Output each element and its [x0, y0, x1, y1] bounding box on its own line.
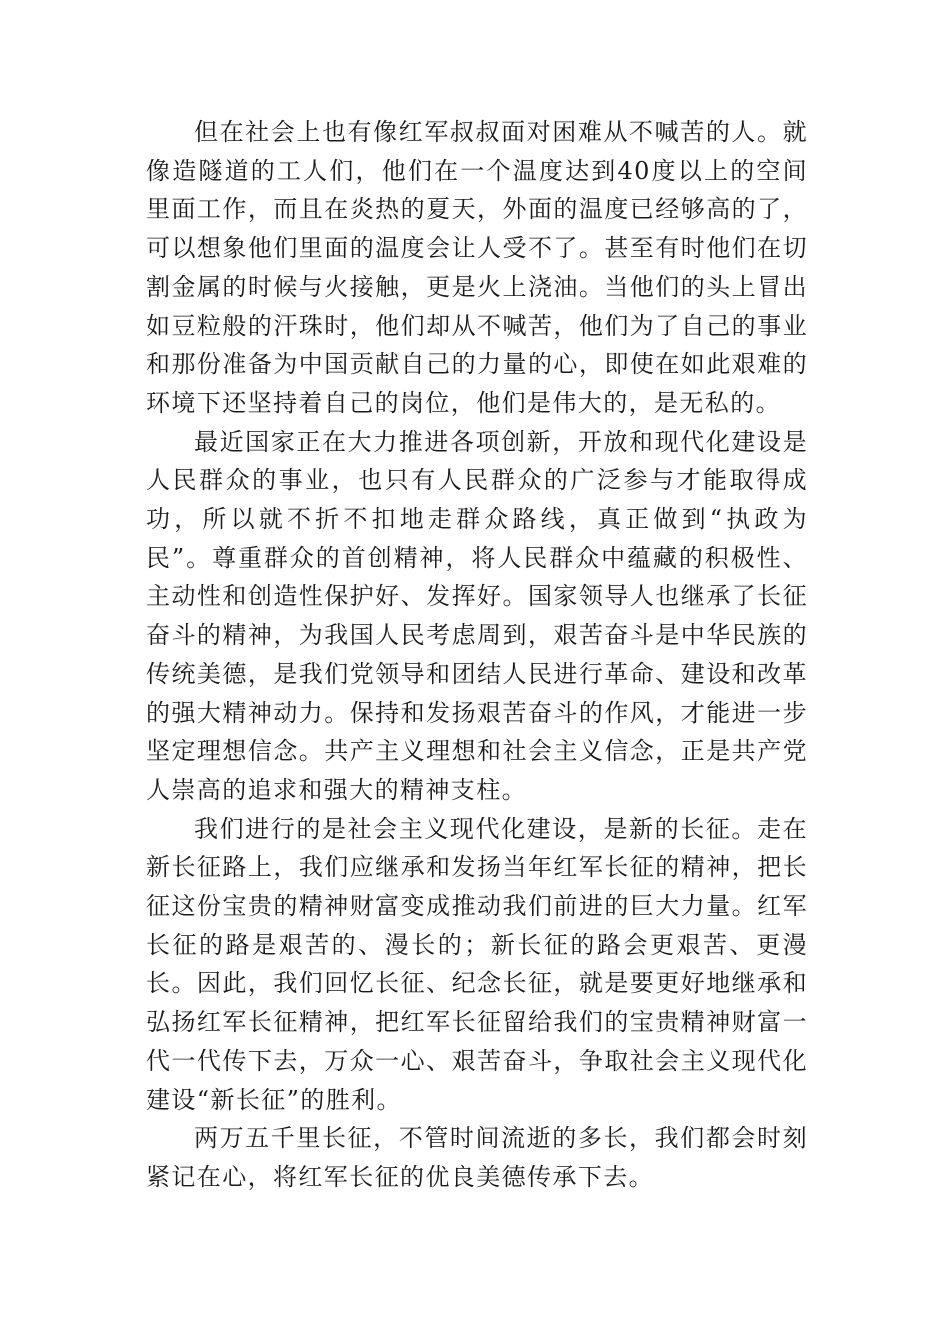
paragraph-4: 两万五千里长征，不管时间流逝的多长，我们都会时刻紧记在心，将红军长征的优良美德传承下去。 [146, 1124, 808, 1191]
document-body [146, 113, 808, 1197]
paragraph-3: 我们进行的是社会主义现代化建设，是新的长征。走在新长征路上，我们应继承和发扬当年红军长征的精神，把长征这份宝贵的精神财富变成推动我们前进的巨大力量。红军长征的路是艰苦的、漫长的；新长征的路会更艰苦、更漫长。因此，我们回忆长征、纪念长征，就是要更好地继承和弘扬红军长征精神，把红军长征留给我们的宝贵精神财富一代一代传下去，万众一心、艰苦奋斗，争取社会主义现代化建设“新长征”的胜利。 [146, 814, 808, 1114]
paragraph-2: 最近国家正在大力推进各项创新，开放和现代化建设是人民群众的事业，也只有人民群众的广泛参与才能取得成功，所以就不折不扣地走群众路线，真正做到“执政为民”。尊重群众的首创精神，将人民群众中蕴藏的积极性、主动性和创造性保护好、发挥好。国家领导人也继承了长征奋斗的精神，为我国人民考虑周到，艰苦奋斗是中华民族的传统美德，是我们党领导和团结人民进行革命、建设和改革的强大精神动力。保持和发扬艰苦奋斗的作风，才能进一步坚定理想信念。共产主义理想和社会主义信念，正是共产党人崇高的追求和强大的精神支柱。 [146, 427, 808, 804]
paragraph-1: 但在社会上也有像红军叔叔面对困难从不喊苦的人。就像造隧道的工人们，他们在一个温度达到40度以上的空间里面工作，而且在炎热的夏天，外面的温度已经够高的了，可以想象他们里面的温度会让人受不了。甚至有时他们在切割金属的时候与火接触，更是火上浇油。当他们的头上冒出如豆粒般的汗珠时，他们却从不喊苦，他们为了自己的事业和那份准备为中国贡献自己的力量的心，即使在如此艰难的环境下还坚持着自己的岗位，他们是伟大的，是无私的。 [146, 118, 808, 417]
